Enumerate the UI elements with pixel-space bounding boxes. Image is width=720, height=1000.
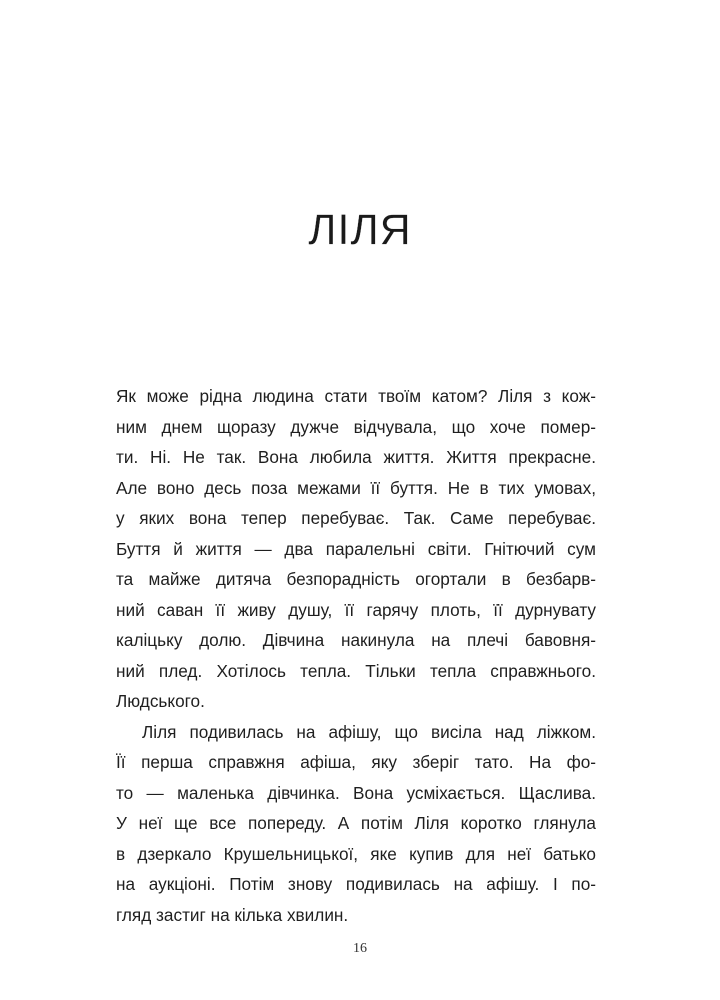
text-line: у яких вона тепер перебуває. Так. Саме перебуває. bbox=[116, 508, 596, 528]
text-line: Людського. bbox=[116, 691, 205, 711]
body-text bbox=[116, 381, 596, 930]
text-line: Її перша справжня афіша, яку зберіг тато. На фо- bbox=[116, 752, 596, 772]
text-line: на аукціоні. Потім знову подивилась на афішу. І по- bbox=[116, 874, 596, 894]
text-line: ним днем щоразу дужче відчувала, що хоче помер- bbox=[116, 416, 596, 437]
text-line: гляд застиг на кілька хвилин. bbox=[116, 904, 349, 925]
text-line: ний саван її живу душу, її гарячу плоть, її дурнувату bbox=[116, 599, 596, 620]
paragraph-2 bbox=[116, 717, 596, 931]
page-number: 16 bbox=[353, 941, 367, 956]
text-line: та майже дитяча безпорадність огортали в безбарв- bbox=[116, 569, 596, 589]
text-line: Як може рідна людина стати твоїм катом? Ліля з кож- bbox=[116, 386, 596, 406]
text-line: то — маленька дівчинка. Вона усміхається. Щаслива. bbox=[116, 782, 596, 803]
text-line: ний плед. Хотілось тепла. Тільки тепла справжнього. bbox=[116, 660, 596, 681]
chapter-title: ЛІЛЯ bbox=[308, 206, 412, 254]
paragraph-1 bbox=[116, 381, 596, 717]
text-line: Але воно десь поза межами її буття. Не в тих умовах, bbox=[116, 477, 596, 498]
text-line: в дзеркало Крушельницької, яке купив для неї батько bbox=[116, 843, 596, 864]
text-line: Буття й життя — два паралельні світи. Гнітючий сум bbox=[116, 538, 596, 559]
text-line: У неї ще все попереду. А потім Ліля коротко глянула bbox=[116, 813, 596, 833]
text-line: каліцьку долю. Дівчина накинула на плечі бавовня- bbox=[116, 630, 596, 650]
text-line: ти. Ні. Не так. Вона любила життя. Життя прекрасне. bbox=[116, 447, 596, 467]
text-line: Ліля подивилась на афішу, що висіла над ліжком. bbox=[142, 721, 596, 742]
